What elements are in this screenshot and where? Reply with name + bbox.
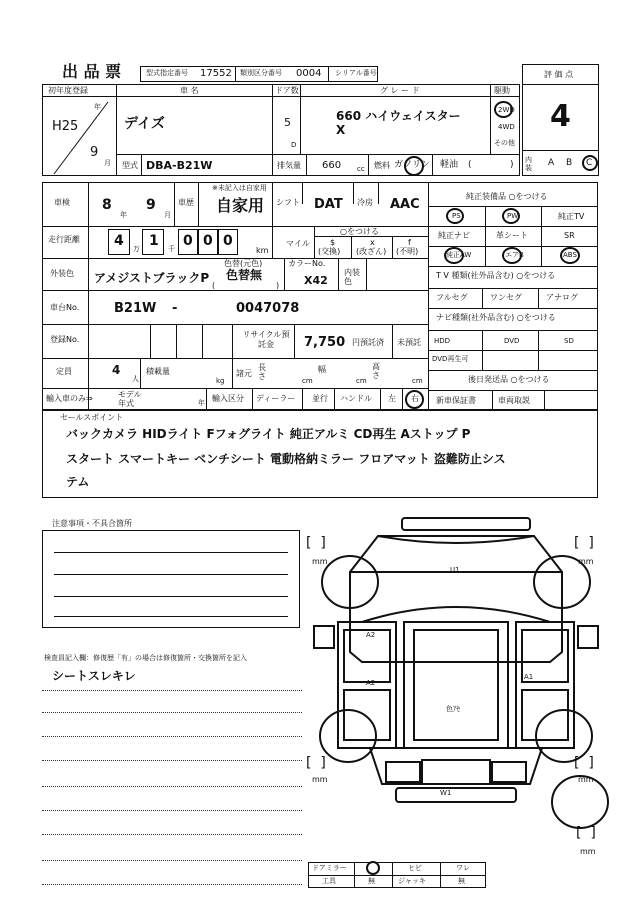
class-number-value: 0004 — [296, 68, 322, 79]
drive-label: 駆動 — [494, 86, 510, 95]
import-dealer: ディーラー — [256, 394, 296, 403]
color-no-value: X42 — [304, 274, 328, 287]
capacity-label: 定員 — [56, 367, 72, 376]
fuel-gasoline: ガソリン — [394, 160, 431, 170]
fuel-diesel: 軽油 — [440, 160, 459, 170]
mileage-digit-0-value: 4 — [114, 233, 124, 249]
load-label: 積載量 — [146, 367, 170, 376]
color-label: 外装色 — [50, 269, 74, 278]
inspection-month-unit: 月 — [164, 211, 171, 219]
equip-ps: PS — [452, 212, 461, 220]
length-label: 長さ — [258, 363, 266, 381]
score-value: 4 — [550, 99, 571, 134]
model-designation-label: 型式指定番号 — [146, 69, 188, 77]
repaint-paren-close: ) — [276, 281, 280, 290]
sales-points-label: セールスポイント — [60, 413, 124, 422]
first-reg-label: 初年度登録 — [48, 86, 88, 95]
ac-label: 冷房 — [357, 198, 373, 207]
recycle-unpaid: 未預託 — [397, 338, 421, 347]
navi-hdd: HDD — [434, 337, 451, 345]
handle-right-circle — [405, 390, 424, 409]
post-manual: 車両取説 — [498, 396, 530, 405]
damage-mark-w1: W1 — [440, 789, 452, 797]
inspection-year-unit: 年 — [120, 211, 127, 219]
caution-label: 注意事項・不具合箇所 — [52, 519, 132, 528]
navi-type-title: ナビ種類(社外品含む) ○をつける — [436, 313, 556, 322]
first-reg-month: 9 — [90, 145, 99, 160]
shift-value: DAT — [314, 197, 343, 212]
acc-jack-value: 無 — [458, 877, 465, 885]
damage-mark-a2-upper: A2 — [366, 631, 376, 639]
car-name-label: 車 名 — [180, 86, 199, 95]
month-unit: 月 — [104, 159, 111, 167]
genuine-equipment-title: 純正装備品 ○をつける — [466, 192, 548, 201]
acc-tools: 工具 — [322, 877, 336, 885]
chassis-dash: - — [172, 301, 178, 316]
class-number-label: 類別区分番号 — [240, 69, 282, 77]
length-cm: cm — [302, 377, 313, 385]
displacement-value: 660 — [322, 160, 342, 171]
equip-tv: 純正TV — [558, 212, 585, 221]
tamper-label: (改ざん) — [356, 247, 387, 256]
sales-points-line3: テム — [66, 475, 90, 489]
interior-grade-c: C — [586, 158, 593, 168]
exchange-sym: $ — [330, 238, 336, 247]
handle-label: ハンドル — [340, 394, 372, 403]
drive-other: その他 — [494, 139, 515, 147]
equip-pw: PW — [507, 212, 519, 220]
serial-label: シリアル番号 — [335, 69, 377, 77]
acc-crack: ヒビ — [408, 864, 422, 872]
import-parallel: 並行 — [312, 394, 328, 403]
unknown-label: (不明) — [396, 247, 419, 256]
acc-tools-value: 無 — [368, 877, 375, 885]
mileage-digit-3-value: 0 — [203, 233, 213, 249]
mm-left-top: mm — [312, 557, 328, 566]
displacement-label: 排気量 — [277, 161, 301, 170]
navi-sd: SD — [564, 337, 574, 345]
model-year-unit: 年 — [198, 399, 205, 407]
interior-grade-a: A — [548, 158, 555, 168]
mile-label: マイル — [286, 239, 310, 248]
bracket-right-top: [ ] — [574, 535, 594, 551]
width-cm: cm — [356, 377, 367, 385]
history-label: 車歴 — [178, 198, 194, 207]
history-value: 自家用 — [216, 196, 265, 215]
inspector-note: シートスレキレ — [52, 669, 136, 683]
import-class-label: 輸入区分 — [212, 394, 244, 403]
damage-mark-a2-lower: A2 — [366, 679, 376, 687]
bracket-right-bottom: [ ] — [574, 755, 594, 771]
exchange-label: (交換) — [318, 247, 341, 256]
width-label: 幅 — [318, 365, 326, 374]
model-year-label: モデル年式 — [118, 390, 142, 408]
damage-mark-u1: U1 — [450, 566, 460, 574]
car-name-value: デイズ — [124, 116, 165, 132]
mm-right-top: mm — [578, 557, 594, 566]
cc-unit: cc — [357, 165, 365, 173]
drive-2wd-circle — [494, 101, 513, 118]
interior-grade-c-circle — [582, 155, 598, 171]
equip-ps-circle — [446, 208, 464, 224]
mm-spare: mm — [580, 847, 596, 856]
mileage-km-unit: km — [256, 246, 269, 255]
doors-suffix: D — [291, 141, 297, 149]
inspection-year: 8 — [102, 197, 112, 213]
sales-points-line1: バックカメラ HIDライト Fフォグライト 純正アルミ CD再生 Aストップ P — [66, 427, 471, 441]
height-label: 高さ — [372, 362, 380, 380]
height-cm: cm — [412, 377, 423, 385]
equip-leather: 革シート — [496, 231, 528, 240]
tv-fullseg: フルセグ — [436, 293, 468, 302]
recycle-label: リサイクル預託金 — [242, 330, 290, 349]
fuel-label: 燃料 — [374, 161, 390, 170]
equip-airbag: エアB — [505, 251, 524, 259]
mileage-sen-unit: 千 — [168, 245, 175, 253]
year-unit: 年 — [94, 103, 101, 111]
repaint-label: 色替(元色) — [224, 259, 263, 268]
color-value: アメジストブラックP — [94, 271, 210, 285]
type-value: DBA-B21W — [146, 159, 213, 172]
equip-sr: SR — [564, 231, 575, 240]
equip-pw-circle — [502, 208, 520, 224]
equip-aw: 純正AW — [446, 251, 472, 259]
equip-airbag-circle — [502, 247, 522, 264]
mileage-label: 走行距離 — [48, 235, 80, 244]
inspection-label: 車検 — [54, 198, 70, 207]
page-title: 出 品 票 — [62, 62, 122, 81]
fuel-paren-close: ) — [510, 160, 514, 170]
import-label: 輸入車のみ⇒ — [46, 394, 93, 403]
car-damage-diagram — [300, 512, 610, 852]
tv-analog: アナログ — [546, 293, 578, 302]
kg-unit: kg — [216, 377, 225, 385]
damage-mark-a1: A1 — [524, 673, 534, 681]
dvd-playback: DVD再生可 — [432, 355, 469, 363]
capacity-value: 4 — [112, 363, 121, 377]
chassis-label: 車台No. — [50, 303, 80, 312]
acc-door-mirror-circle — [366, 861, 380, 875]
dims-label: 諸元 — [236, 369, 252, 378]
chassis-number: 0047078 — [236, 301, 300, 316]
bracket-spare: [ ] — [576, 825, 596, 841]
drive-4wd: 4WD — [498, 123, 515, 131]
mileage-circle-note: ○をつける — [340, 227, 379, 236]
ac-value: AAC — [390, 197, 420, 212]
mm-right-bottom: mm — [578, 775, 594, 784]
interior-color-label: 内装色 — [344, 268, 360, 286]
interior-grade-label: 内装 — [525, 156, 532, 172]
model-designation-value: 17552 — [200, 68, 232, 79]
recycle-amount: 7,750 — [304, 335, 346, 350]
navi-dvd: DVD — [504, 337, 520, 345]
score-label: 評 価 点 — [544, 70, 574, 79]
fuel-gasoline-circle — [404, 156, 424, 176]
history-note: ※未記入は自家用 — [212, 184, 267, 192]
tv-oneseg: ワンセグ — [490, 293, 522, 302]
fuel-paren-open: ( — [468, 160, 472, 170]
caution-bracket — [42, 530, 300, 628]
equip-aw-circle — [444, 247, 464, 264]
color-no-label: カラーNo. — [288, 259, 326, 268]
doors-label: ドア数 — [275, 86, 299, 95]
inspector-label: 検査員記入欄：修復歴「有」の場合は修復箇所・交換箇所を記入 — [44, 654, 247, 662]
acc-door-mirror: ドアミラー — [312, 864, 347, 872]
first-reg-year: H25 — [52, 119, 79, 134]
grade-label: グ レ ー ド — [380, 86, 420, 95]
recycle-paid: 円預託済 — [352, 338, 384, 347]
equip-abs-circle — [560, 247, 580, 264]
handle-right: 右 — [411, 394, 419, 403]
acc-jack: ジャッキ — [398, 877, 426, 885]
repaint-paren-open: ( — [212, 281, 216, 290]
shift-label: シフト — [276, 198, 300, 207]
equip-abs: ABS — [563, 251, 577, 259]
acc-break: ワレ — [456, 864, 470, 872]
grade-line2: X — [336, 123, 346, 137]
bracket-left-top: [ ] — [306, 535, 326, 551]
mileage-man-unit: 万 — [133, 245, 140, 253]
equip-navi: 純正ナビ — [438, 231, 470, 240]
drive-2wd: 2WD — [498, 106, 515, 114]
inspection-month: 9 — [146, 197, 156, 213]
mileage-digit-2-value: 0 — [183, 233, 193, 249]
damage-mark-fade: 色ｱｾ — [446, 705, 460, 713]
type-label: 型式 — [122, 161, 138, 170]
mileage-digit-1-value: 1 — [149, 233, 159, 249]
chassis-prefix: B21W — [114, 301, 157, 316]
sales-points-line2: スタート スマートキー ベンチシート 電動格納ミラー フロアマット 盗難防止シス — [66, 452, 506, 466]
bracket-left-bottom: [ ] — [306, 755, 326, 771]
tv-type-title: T V 種類(社外品含む) ○をつける — [436, 271, 556, 280]
person-unit: 人 — [132, 375, 139, 383]
mm-left-bottom: mm — [312, 775, 328, 784]
grade-line1: 660 ハイウェイスター — [336, 109, 461, 123]
mileage-digit-4-value: 0 — [223, 233, 233, 249]
doors-value: 5 — [284, 116, 291, 129]
handle-left: 左 — [388, 394, 396, 403]
regno-label: 登録No. — [50, 335, 80, 344]
post-warranty: 新車保証書 — [436, 396, 476, 405]
repaint-value: 色替無 — [226, 268, 263, 282]
tamper-sym: x — [370, 238, 375, 247]
interior-grade-b: B — [566, 158, 573, 168]
unknown-sym: f — [408, 238, 411, 247]
post-shipping-title: 後日発送品 ○をつける — [468, 375, 550, 384]
